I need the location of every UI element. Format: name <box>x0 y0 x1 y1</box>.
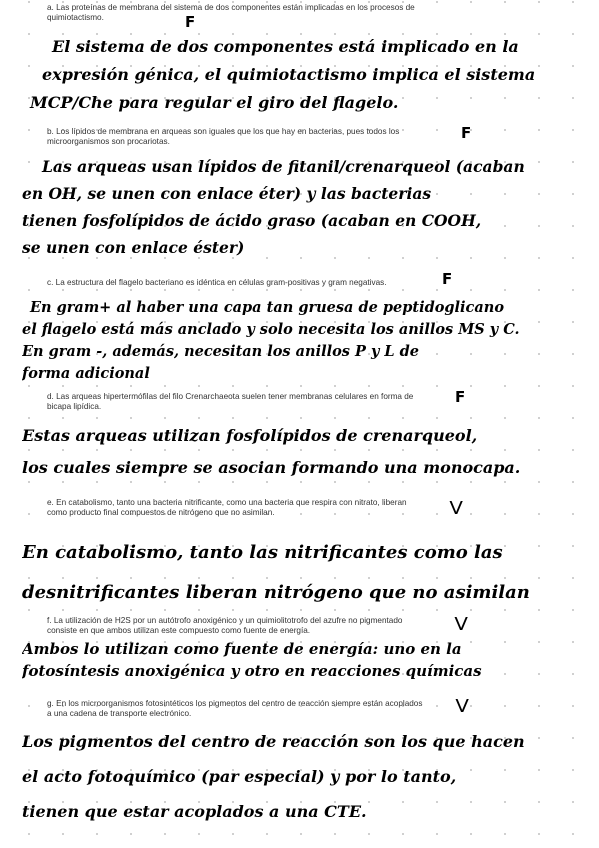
answer-line: forma adicional <box>22 365 150 382</box>
answer-line: Estas arqueas utilizan fosfolípidos de crenarqueol, <box>22 426 478 445</box>
question-g-mark: V <box>455 696 469 717</box>
question-d-text: d. Las arqueas hipertermófilas del filo Crenarchaeota suelen tener membranas celulares en forma de bicapa lipídica. <box>47 392 414 411</box>
question-a-answer <box>22 33 592 117</box>
answer-line: En gram -, además, necesitan los anillos P y L de <box>22 343 420 360</box>
question-b-text: b. Los lípidos de membrana en arqueas son iguales que los que hay en bacterias, pues todos los microorganismos son procariotas. <box>47 127 400 146</box>
question-c-text: c. La estructura del flagelo bacteriano es idéntica en células gram-positivas y gram negativas. <box>47 278 387 287</box>
answer-line: En gram+ al haber una capa tan gruesa de peptidoglicano <box>30 299 504 316</box>
question-c-answer <box>22 297 592 385</box>
answer-line: Los pigmentos del centro de reacción son los que hacen <box>22 732 525 751</box>
question-a-mark: F <box>185 13 196 31</box>
answer-line: se unen con enlace éster) <box>22 238 245 257</box>
answer-line: los cuales siempre se asocian formando una monocapa. <box>22 458 521 477</box>
question-f-text: f. La utilización de H2S por un autótrofo anoxigénico y un quimiolitotrofo del azufre no pigmentado consiste en que ambos utilizan este compuesto como fuente de energía. <box>47 616 403 635</box>
question-e-text: e. En catabolismo, tanto una bacteria nitrificante, como una bacteria que respira con nitrato, liberan como producto final compuestos de nitrógeno que no asimilan. <box>47 498 407 517</box>
question-d-mark: F <box>455 388 466 406</box>
question-a-text: a. Las proteínas de membrana del sistema de dos componentes están implicadas en los procesos de quimiotactismo. <box>47 3 415 22</box>
question-e-mark: V <box>449 498 463 519</box>
answer-line: Ambos lo utilizan como fuente de energía: uno en la <box>22 640 462 658</box>
answer-line: expresión génica, el quimiotactismo implica el sistema <box>42 65 536 84</box>
answer-line: tienen fosfolípidos de ácido graso (acaban en COOH, <box>22 211 482 230</box>
question-b-mark: F <box>461 124 472 142</box>
question-f-mark: V <box>454 614 468 635</box>
question-f-answer <box>22 638 592 682</box>
question-c-mark: F <box>442 270 453 288</box>
question-b-answer <box>22 153 592 261</box>
answer-line: desnitrificantes liberan nitrógeno que no asimilan <box>22 582 530 603</box>
answer-line: el acto fotoquímico (par especial) y por lo tanto, <box>22 767 457 786</box>
question-d-answer <box>22 420 592 484</box>
answer-line: Las arqueas usan lípidos de fitanil/crenarqueol (acaban <box>42 157 525 176</box>
answer-line: fotosíntesis anoxigénica y otro en reacciones químicas <box>22 662 482 680</box>
answer-line: El sistema de dos componentes está implicado en la <box>52 37 519 56</box>
answer-line: MCP/Che para regular el giro del flagelo. <box>30 93 399 112</box>
question-g-answer <box>22 724 592 829</box>
answer-line: el flagelo está más anclado y solo necesita los anillos MS y C. <box>22 321 520 338</box>
question-e-answer <box>22 533 592 613</box>
answer-line: tienen que estar acoplados a una CTE. <box>22 802 367 821</box>
answer-line: En catabolismo, tanto las nitrificantes como las <box>22 542 503 563</box>
answer-line: en OH, se unen con enlace éter) y las bacterias <box>22 184 432 203</box>
question-g-text: g. En los microorganismos fotosintéticos los pigmentos del centro de reacción siempre están acoplados a una cadena de transporte electrónico. <box>47 699 423 718</box>
